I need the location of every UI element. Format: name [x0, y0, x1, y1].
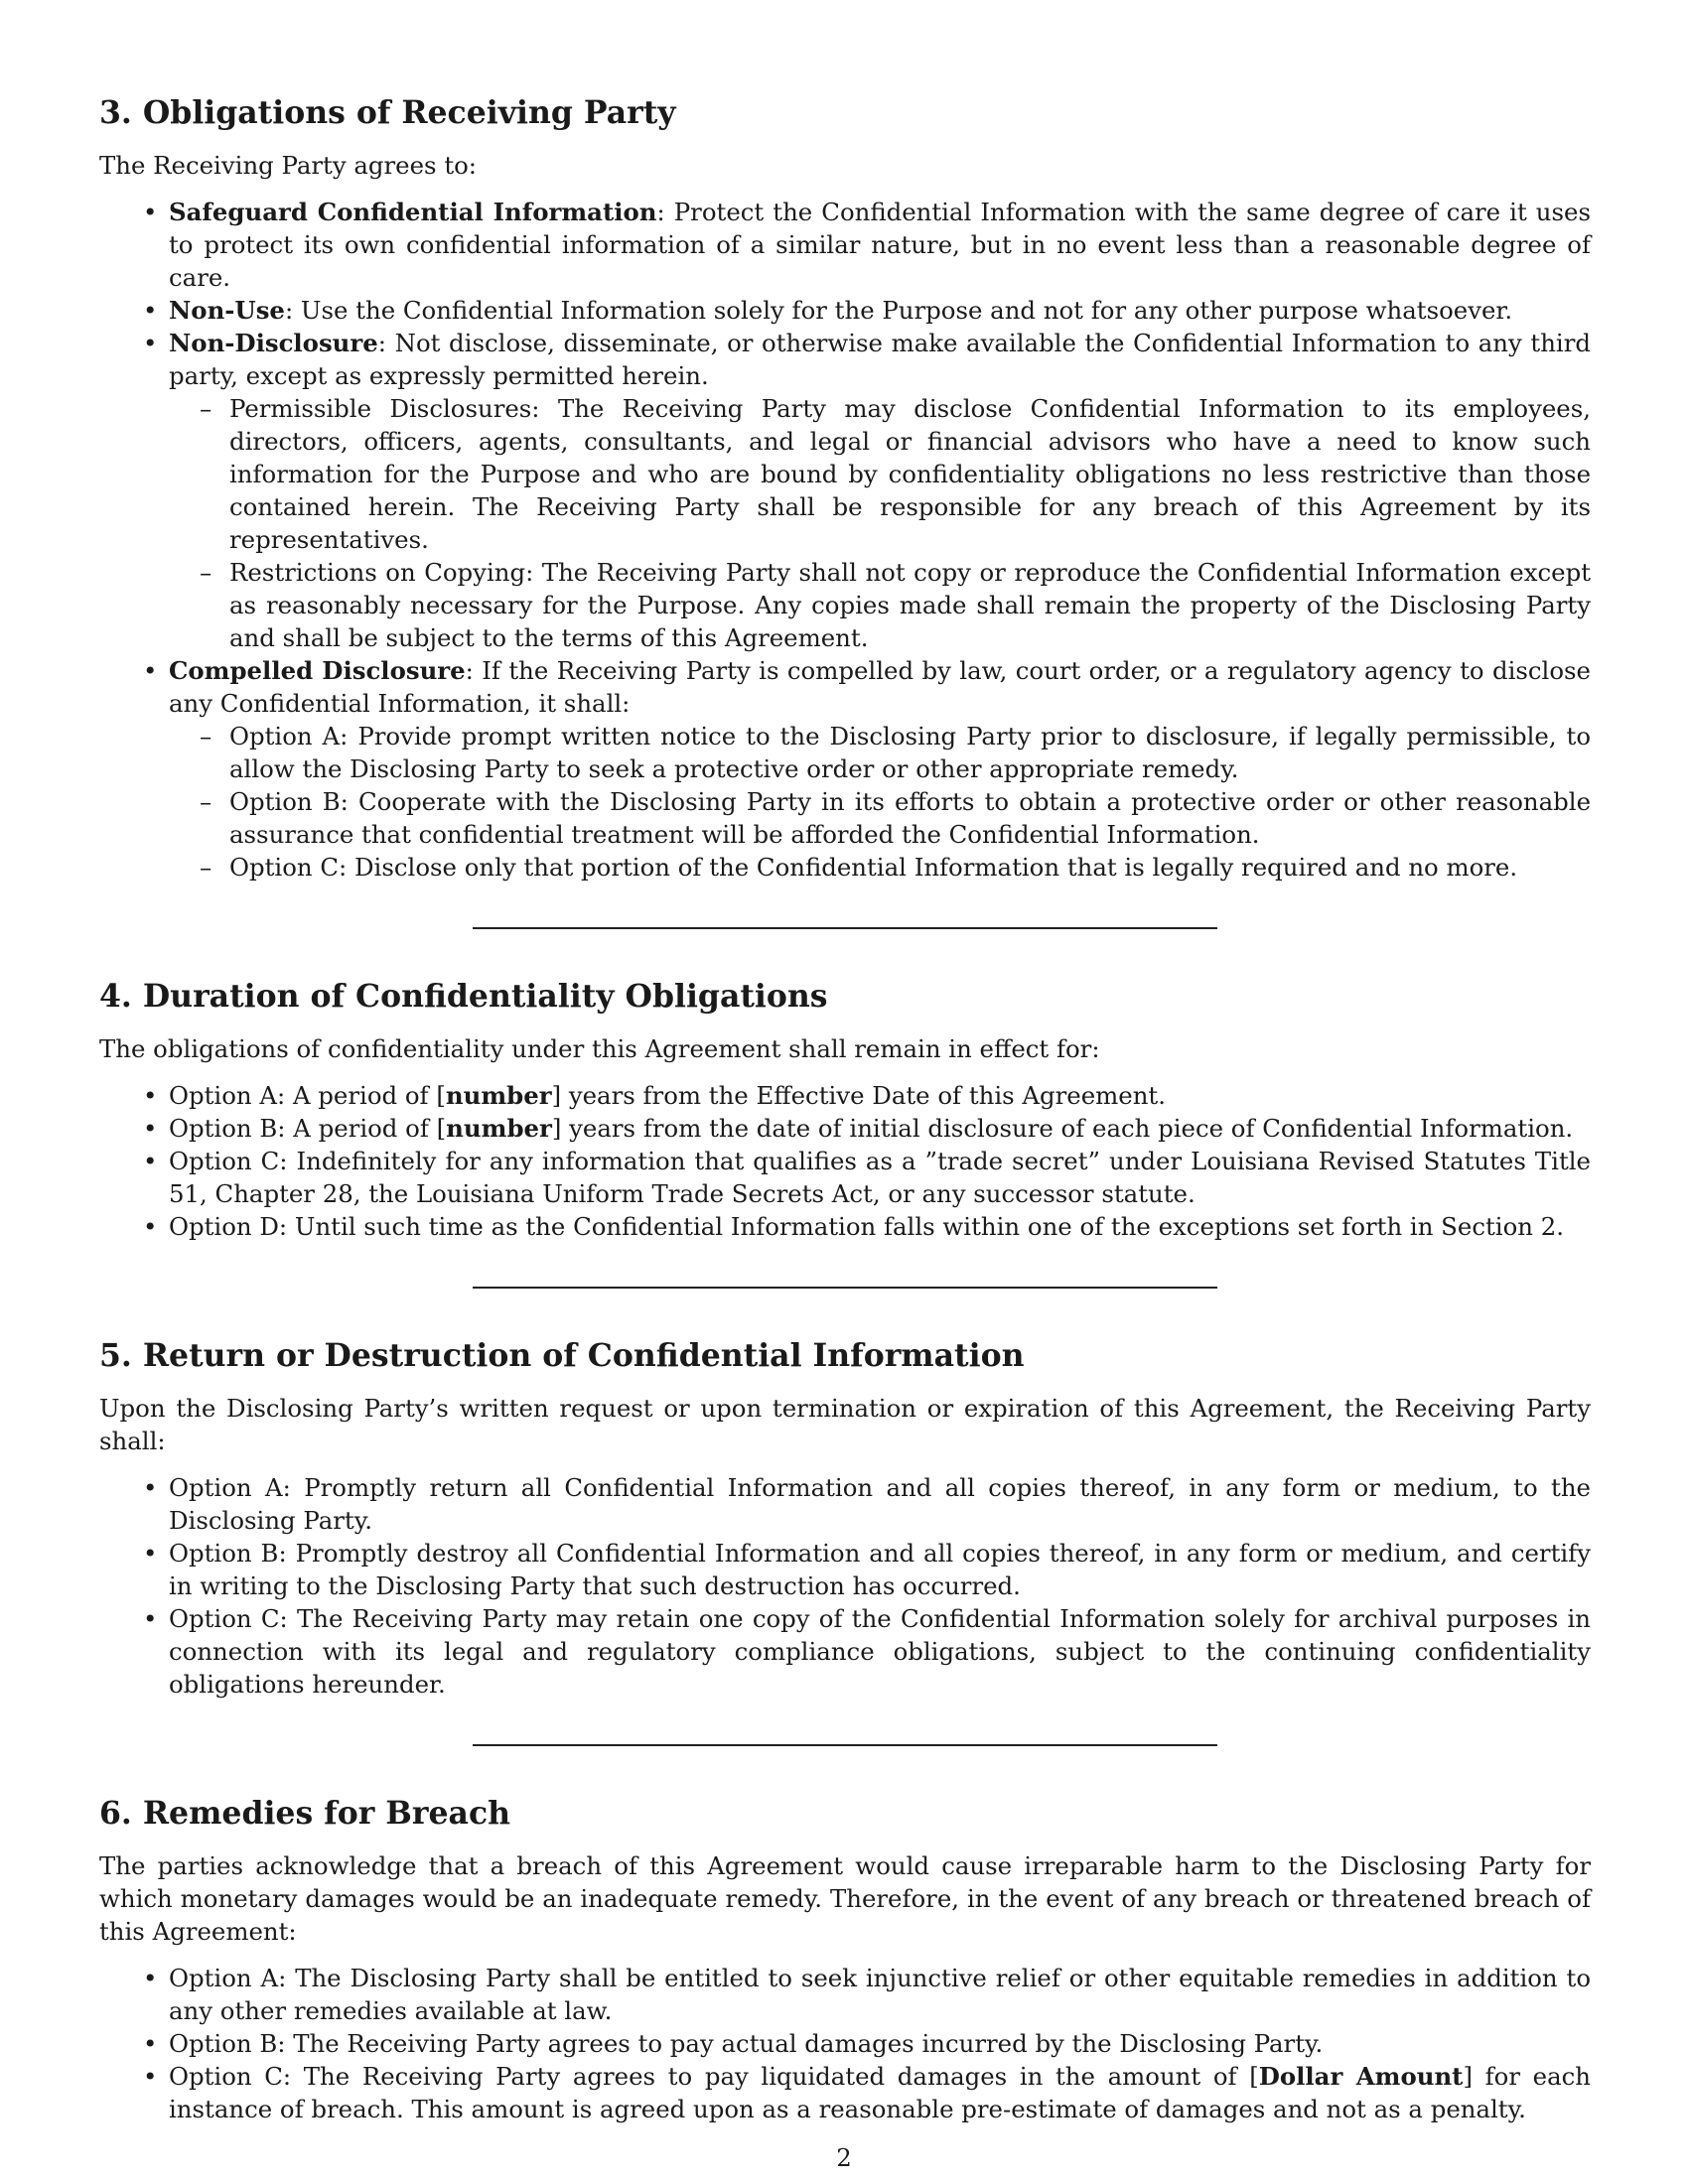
duration-list: [99, 1079, 1591, 1243]
list-item-text: ] years from the date of initial disclosure of each piece of Confidential Information.: [551, 1114, 1574, 1143]
placeholder-field: number: [446, 1114, 552, 1143]
section-return-destruction: [99, 1334, 1591, 1701]
list-item-text: : Protect the Confidential Information with the same degree of care it uses to protect its own confidential information of a similar nature, but in no event less than a reasonable degree of care.: [169, 198, 1591, 292]
list-item-text: ] for each instance of breach. This amount is agreed upon as a reasonable pre-estimate of damages and not as a penalty.: [169, 2062, 1591, 2123]
list-item: [169, 2060, 1591, 2125]
remedies-list: [99, 1962, 1591, 2125]
list-item: [169, 196, 1591, 294]
sub-list-item: – Option A: Provide prompt written notice to the Disclosing Party prior to disclosure, if legally permissible, to allow the Disclosing Party to seek a protective order or other appropriate remedy.: [229, 720, 1591, 785]
sub-list: [169, 392, 1591, 654]
list-item: [169, 1079, 1591, 1112]
section-remedies: [99, 1792, 1591, 2125]
list-item: • Option B: The Receiving Party agrees to pay actual damages incurred by the Disclosing Party.: [169, 2027, 1591, 2060]
list-item: [169, 294, 1591, 327]
sub-list-item: – Option C: Disclose only that portion of the Confidential Information that is legally required and no more.: [229, 851, 1591, 884]
section-title: 4. Duration of Confidentiality Obligations: [99, 978, 828, 1015]
section-duration: [99, 975, 1591, 1243]
list-item: [169, 654, 1591, 884]
list-item: • Option A: The Disclosing Party shall be entitled to seek injunctive relief or other equitable remedies in addition to any other remedies available at law.: [169, 1962, 1591, 2027]
placeholder-field: Dollar Amount: [1258, 2062, 1464, 2091]
section-intro: Upon the Disclosing Party’s written request or upon termination or expiration of this Agreement, the Receiving Party shall:: [99, 1394, 1591, 1455]
list-item: • Option D: Until such time as the Confidential Information falls within one of the exceptions set forth in Section 2.: [169, 1210, 1591, 1243]
section-intro: The parties acknowledge that a breach of this Agreement would cause irreparable harm to the Disclosing Party for which monetary damages would be an inadequate remedy. Therefore, in the event of any breach or threatened breach of this Agreement:: [99, 1851, 1591, 1946]
list-item-text: ] years from the Effective Date of this Agreement.: [551, 1081, 1166, 1110]
list-item-text: Option B: A period of [: [169, 1114, 447, 1143]
list-item: • Option C: The Receiving Party may retain one copy of the Confidential Information solely for archival purposes in connection with its legal and regulatory compliance obligations, subject to the continuing confidentiality obligations hereunder.: [169, 1602, 1591, 1701]
section-obligations: [99, 91, 1591, 884]
list-item-text: : If the Receiving Party is compelled by law, court order, or a regulatory agency to disclose any Confidential Information, it shall:: [169, 656, 1591, 718]
list-item: • Option A: Promptly return all Confidential Information and all copies thereof, in any form or medium, to the Disclosing Party.: [169, 1471, 1591, 1537]
list-item-term: Non-Use: [169, 296, 285, 325]
section-intro: The obligations of confidentiality under this Agreement shall remain in effect for:: [99, 1034, 1100, 1063]
list-item-text: : Not disclose, disseminate, or otherwise make available the Confidential Information to any third party, except as expressly permitted herein.: [169, 329, 1591, 390]
list-item: [169, 327, 1591, 654]
sub-list-item: – Restrictions on Copying: The Receiving Party shall not copy or reproduce the Confidential Information except as reasonably necessary for the Purpose. Any copies made shall remain the property of the Disclosing Party and shall be subject to the terms of this Agreement.: [229, 556, 1591, 654]
list-item-text: : Use the Confidential Information solely for the Purpose and not for any other purpose whatsoever.: [284, 296, 1513, 325]
section-title: 5. Return or Destruction of Confidential Information: [99, 1337, 1025, 1374]
sub-list: [169, 720, 1591, 884]
section-intro: The Receiving Party agrees to:: [99, 151, 478, 180]
list-item: • Option B: Promptly destroy all Confidential Information and all copies thereof, in any form or medium, and certify in writing to the Disclosing Party that such destruction has occurred.: [169, 1537, 1591, 1602]
list-item-term: Non-Disclosure: [169, 329, 378, 357]
section-title: 6. Remedies for Breach: [99, 1795, 511, 1832]
page-number: 2: [836, 2143, 852, 2172]
section-title: 3. Obligations of Receiving Party: [99, 94, 676, 131]
list-item-term: Compelled Disclosure: [169, 656, 466, 685]
sub-list-item: – Option B: Cooperate with the Disclosing Party in its efforts to obtain a protective order or other reasonable assurance that confidential treatment will be afforded the Confidential Information.: [229, 785, 1591, 851]
list-item: [169, 1112, 1591, 1145]
list-item: • Option C: Indefinitely for any information that qualifies as a ”trade secret” under Louisiana Revised Statutes Title 51, Chapter 28, the Louisiana Uniform Trade Secrets Act, or any successor statute.: [169, 1145, 1591, 1210]
list-item-term: Safeguard Confidential Information: [169, 198, 657, 226]
obligations-list: [99, 196, 1591, 884]
return-list: [99, 1471, 1591, 1701]
sub-list-item: – Permissible Disclosures: The Receiving Party may disclose Confidential Information to its employees, directors, officers, agents, consultants, and legal or financial advisors who have a need to know such information for the Purpose and who are bound by confidentiality obligations no less restrictive than those contained herein. The Receiving Party shall be responsible for any breach of this Agreement by its representatives.: [229, 392, 1591, 556]
list-item-text: Option C: The Receiving Party agrees to pay liquidated damages in the amount of [: [169, 2062, 1259, 2091]
document-page: [99, 91, 1591, 2125]
placeholder-field: number: [445, 1081, 552, 1110]
list-item-text: Option A: A period of [: [169, 1081, 446, 1110]
